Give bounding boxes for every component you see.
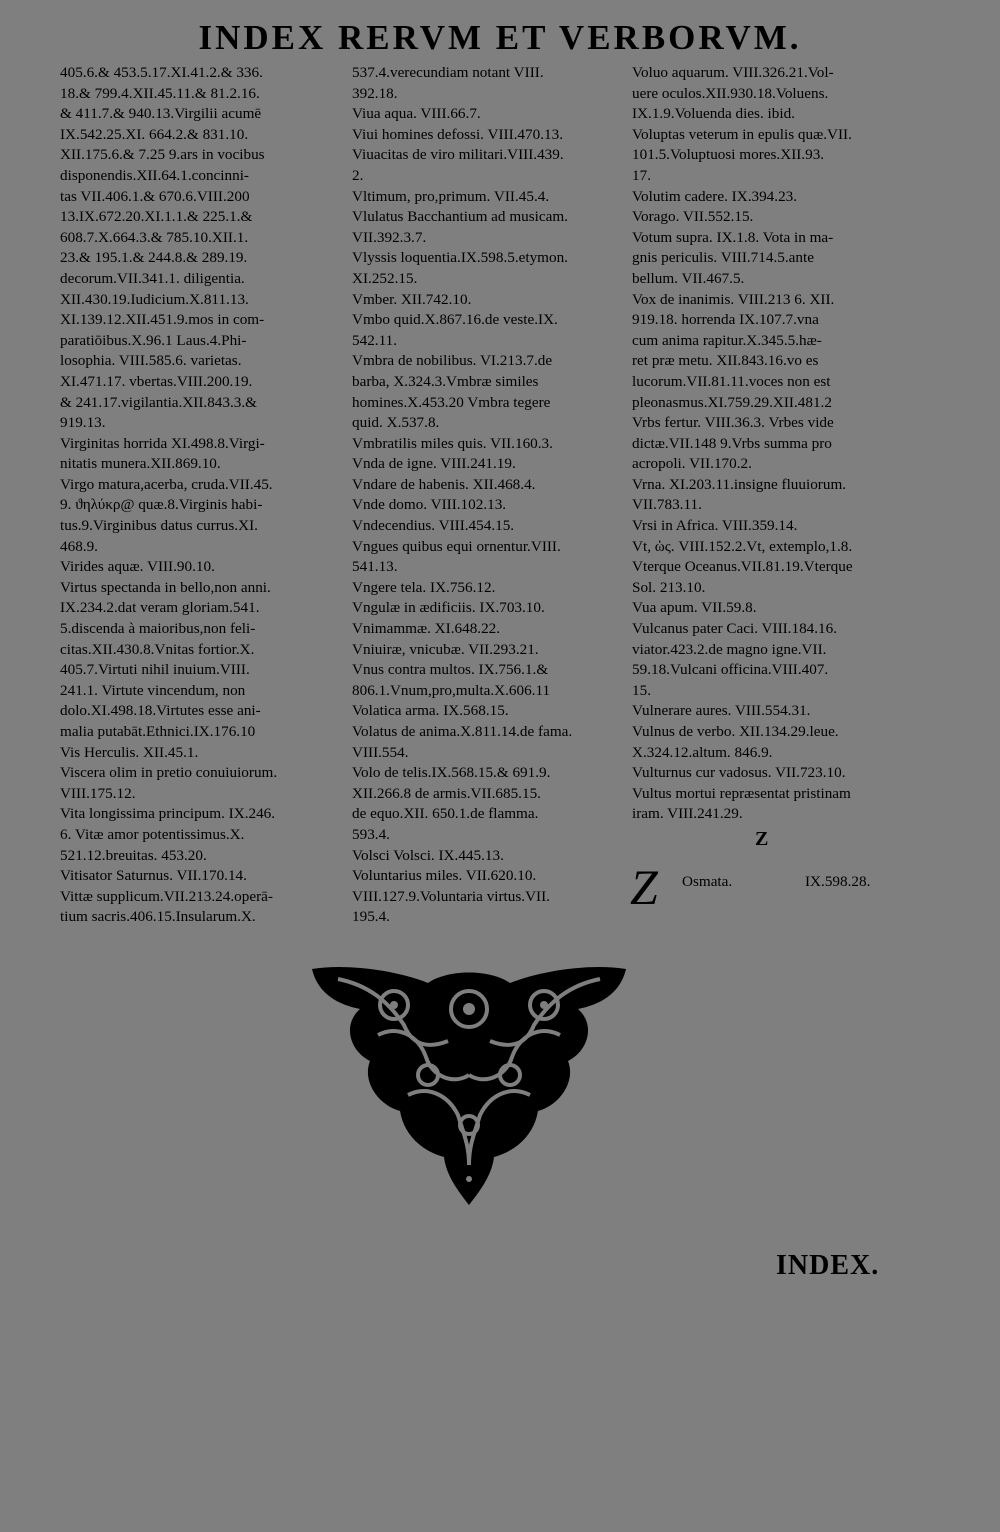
index-line: & 411.7.& 940.13.Virgilii acumē <box>60 105 262 123</box>
index-line: 101.5.Voluptuosi mores.XII.93. <box>632 146 825 164</box>
catchword: INDEX. <box>776 1250 880 1281</box>
index-line: Vita longissima principum. IX.246. <box>60 805 276 823</box>
index-line: Vulcanus pater Caci. VIII.184.16. <box>632 620 838 638</box>
index-entry-zosmata: Osmata. <box>682 873 733 890</box>
index-line: malia putabāt.Ethnici.IX.176.10 <box>60 723 256 740</box>
index-line: pleonasmus.XI.759.29.XII.481.2 <box>632 393 832 411</box>
index-line: decorum.VII.341.1. diligentia. <box>60 269 245 287</box>
index-line: 919.18. horrenda IX.107.7.vna <box>632 311 819 329</box>
index-line: 13.IX.672.20.XI.1.1.& 225.1.& <box>60 208 253 226</box>
index-line: XII.175.6.& 7.25 9.ars in vocibus <box>60 146 265 164</box>
index-line: Volatica arma. IX.568.15. <box>352 702 509 720</box>
index-line: Viscera olim in pretio conuiuiorum. <box>60 764 278 782</box>
index-line: Vnda de igne. VIII.241.19. <box>352 455 516 473</box>
index-line: Vnimammæ. XI.648.22. <box>352 620 501 638</box>
index-line: Voluntarius miles. VII.620.10. <box>352 867 537 885</box>
index-entry-zosmata-ref: IX.598.28. <box>805 873 871 890</box>
index-line: Vittæ supplicum.VII.213.24.operā- <box>60 887 273 905</box>
index-line: Vmbratilis miles quis. VII.160.3. <box>352 434 553 452</box>
index-line: Vrbs fertur. VIII.36.3. Vrbes vide <box>632 414 834 432</box>
index-line: dolo.XI.498.18.Virtutes esse ani- <box>60 702 261 720</box>
index-line: Vulturnus cur vadosus. VII.723.10. <box>632 764 846 782</box>
index-line: 5.discenda à maioribus,non feli- <box>60 620 256 638</box>
index-line: 59.18.Vulcani officina.VIII.407. <box>632 661 829 679</box>
index-line: 241.1. Virtute vincendum, non <box>60 681 246 699</box>
index-line: Viuacitas de viro militari.VIII.439. <box>352 146 564 164</box>
index-line: X.324.12.altum. 846.9. <box>632 743 773 761</box>
index-line: Virgo matura,acerba, cruda.VII.45. <box>60 475 273 493</box>
index-line: 542.11. <box>352 331 397 349</box>
index-line: Virginitas horrida XI.498.8.Virgi- <box>60 434 265 452</box>
index-line: disponendis.XII.64.1.concinni- <box>60 166 249 184</box>
index-line: 18.& 799.4.XII.45.11.& 81.2.16. <box>60 84 260 102</box>
index-line: lucorum.VII.81.11.voces non est <box>632 372 831 390</box>
index-line: VIII.554. <box>352 743 409 761</box>
index-line: XI.139.12.XII.451.9.mos in com- <box>60 311 265 329</box>
index-line: Vmber. XII.742.10. <box>352 290 472 308</box>
index-line: Vnus contra multos. IX.756.1.& <box>352 661 549 679</box>
index-line: Vngere tela. IX.756.12. <box>352 578 496 596</box>
index-line: citas.XII.430.8.Vnitas fortior.X. <box>60 640 255 658</box>
index-line: bellum. VII.467.5. <box>632 269 745 287</box>
index-line: Vulnus de verbo. XII.134.29.leue. <box>632 723 839 740</box>
index-line: Vt, ὡς. VIII.152.2.Vt, extemplo,1.8. <box>632 537 853 555</box>
index-line: barba, X.324.3.Vmbræ similes <box>352 372 539 390</box>
index-column-middle <box>352 63 634 928</box>
index-line: Vmbo quid.X.867.16.de veste.IX. <box>352 311 558 329</box>
index-line: XI.471.17. vbertas.VIII.200.19. <box>60 372 253 390</box>
index-line: Sol. 213.10. <box>632 578 706 596</box>
index-line: Vitisator Saturnus. VII.170.14. <box>60 867 247 885</box>
index-line: 537.4.verecundiam notant VIII. <box>352 64 544 81</box>
index-line: IX.1.9.Voluenda dies. ibid. <box>632 105 795 123</box>
index-line: uere oculos.XII.930.18.Voluens. <box>632 84 829 102</box>
index-column-left <box>60 63 352 928</box>
index-line: ret præ metu. XII.843.16.vo es <box>632 352 819 370</box>
index-line: Vnde domo. VIII.102.13. <box>352 496 507 514</box>
index-line: tas VII.406.1.& 670.6.VIII.200 <box>60 187 250 205</box>
index-line: Vulnerare aures. VIII.554.31. <box>632 702 811 720</box>
index-line: 806.1.Vnum,pro,multa.X.606.11 <box>352 681 551 699</box>
index-line: tium sacris.406.15.Insularum.X. <box>60 908 256 926</box>
index-line: Volsci Volsci. IX.445.13. <box>352 846 504 864</box>
index-line: Vrna. XI.203.11.insigne fluuiorum. <box>632 475 847 493</box>
index-line: Votum supra. IX.1.8. Vota in ma- <box>632 228 834 246</box>
index-line: homines.X.453.20 Vmbra tegere <box>352 393 551 411</box>
index-line: 521.12.breuitas. 453.20. <box>60 846 207 864</box>
index-line: dictæ.VII.148 9.Vrbs summa pro <box>632 434 832 452</box>
index-line: XII.430.19.Iudicium.X.811.13. <box>60 290 249 308</box>
index-line: Vultus mortui repræsentat pristinam <box>632 784 851 802</box>
index-line: acropoli. VII.170.2. <box>632 455 752 473</box>
index-line: Vrsi in Africa. VIII.359.14. <box>632 517 798 535</box>
index-line: VIII.127.9.Voluntaria virtus.VII. <box>352 887 550 905</box>
index-line: 9. ϑηλύκρ@ quæ.8.Virginis habi- <box>60 496 263 514</box>
index-line: 392.18. <box>352 84 398 102</box>
index-line: & 241.17.vigilantia.XII.843.3.& <box>60 393 257 411</box>
index-line: Virides aquæ. VIII.90.10. <box>60 558 215 576</box>
index-line: quid. X.537.8. <box>352 414 440 432</box>
index-line: gnis periculis. VIII.714.5.ante <box>632 249 814 267</box>
index-line: Vlulatus Bacchantium ad musicam. <box>352 208 568 226</box>
index-line: 608.7.X.664.3.& 785.10.XII.1. <box>60 228 249 246</box>
index-line: XI.252.15. <box>352 269 418 287</box>
ornament-tailpiece <box>308 965 630 1207</box>
index-line: 541.13. <box>352 558 398 576</box>
index-column-right <box>632 63 904 825</box>
index-line: losophia. VIII.585.6. varietas. <box>60 352 242 370</box>
index-line: Voluptas veterum in epulis quæ.VII. <box>632 125 852 143</box>
index-line: 15. <box>632 681 651 699</box>
index-line: Vox de inanimis. VIII.213 6. XII. <box>632 290 835 308</box>
index-line: Viui homines defossi. VIII.470.13. <box>352 125 563 143</box>
index-line: IX.542.25.XI. 664.2.& 831.10. <box>60 125 249 143</box>
index-line: Viua aqua. VIII.66.7. <box>352 105 481 123</box>
index-line: VIII.175.12. <box>60 784 136 802</box>
index-line: de equo.XII. 650.1.de flamma. <box>352 805 539 823</box>
index-line: 405.6.& 453.5.17.XI.41.2.& 336. <box>60 64 263 81</box>
index-line: tus.9.Virginibus datus currus.XI. <box>60 517 258 535</box>
index-line: Vmbra de nobilibus. VI.213.7.de <box>352 352 553 370</box>
index-line: viator.423.2.de magno igne.VII. <box>632 640 827 658</box>
index-line: VII.783.11. <box>632 496 702 514</box>
drop-initial-z: Z <box>630 859 658 915</box>
index-line: Vngulæ in ædificiis. IX.703.10. <box>352 599 545 617</box>
index-line: Volo de telis.IX.568.15.& 691.9. <box>352 764 551 782</box>
index-line: Volatus de anima.X.811.14.de fama. <box>352 723 573 740</box>
index-line: nitatis munera.XII.869.10. <box>60 455 221 473</box>
index-line: 919.13. <box>60 414 106 432</box>
index-line: Vterque Oceanus.VII.81.19.Vterque <box>632 558 853 576</box>
index-line: Vniuiræ, vnicubæ. VII.293.21. <box>352 640 539 658</box>
index-line: Vis Herculis. XII.45.1. <box>60 743 199 761</box>
index-line: Volutim cadere. IX.394.23. <box>632 187 798 205</box>
index-line: cum anima rapitur.X.345.5.hæ- <box>632 331 822 349</box>
index-line: Vndecendius. VIII.454.15. <box>352 517 515 535</box>
index-line: Voluo aquarum. VIII.326.21.Vol- <box>632 64 834 81</box>
index-line: IX.234.2.dat veram gloriam.541. <box>60 599 260 617</box>
index-line: 405.7.Virtuti nihil inuium.VIII. <box>60 661 250 679</box>
index-line: 2. <box>352 166 364 184</box>
index-line: Vltimum, pro,primum. VII.45.4. <box>352 187 550 205</box>
index-line: Vorago. VII.552.15. <box>632 208 754 226</box>
index-line: iram. VIII.241.29. <box>632 805 743 823</box>
index-line: 17. <box>632 166 651 184</box>
index-line: Vndare de habenis. XII.468.4. <box>352 475 536 493</box>
index-line: Vua apum. VII.59.8. <box>632 599 757 617</box>
page-title: INDEX RERVM ET VERBORVM. <box>198 18 802 57</box>
index-line: 23.& 195.1.& 244.8.& 289.19. <box>60 249 248 267</box>
index-line: 593.4. <box>352 825 390 843</box>
section-heading-z: Z <box>755 828 769 850</box>
index-line: 468.9. <box>60 537 98 555</box>
index-line: Vngues quibus equi ornentur.VIII. <box>352 537 561 555</box>
index-line: VII.392.3.7. <box>352 228 427 246</box>
index-line: Vlyssis loquentia.IX.598.5.etymon. <box>352 249 568 267</box>
index-line: 6. Vitæ amor potentissimus.X. <box>60 825 245 843</box>
index-line: 195.4. <box>352 908 390 926</box>
index-line: paratiōibus.X.96.1 Laus.4.Phi- <box>60 331 247 349</box>
index-line: Virtus spectanda in bello,non anni. <box>60 578 271 596</box>
index-line: XII.266.8 de armis.VII.685.15. <box>352 784 541 802</box>
